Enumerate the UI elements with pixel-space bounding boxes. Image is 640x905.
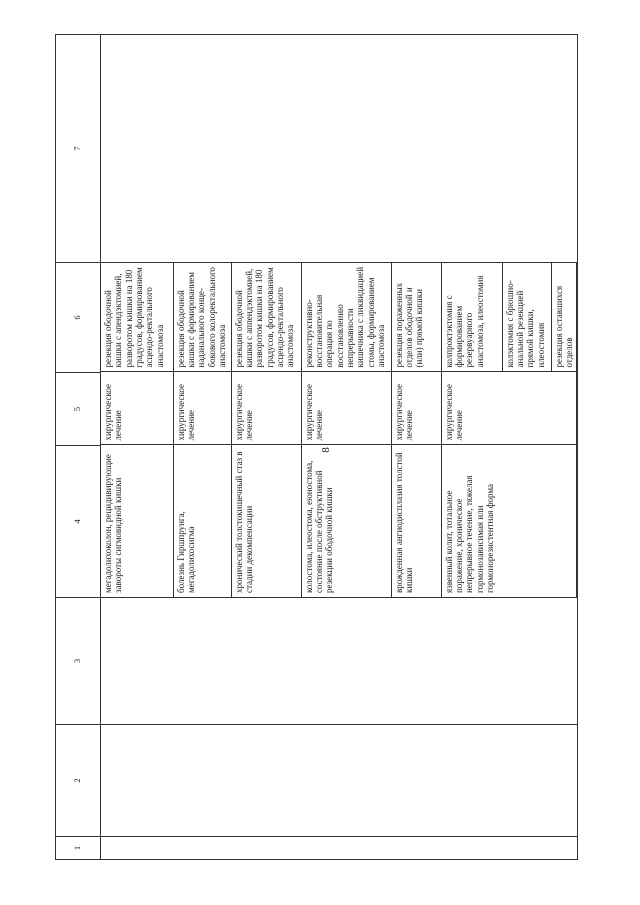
- table-body-row: [101, 35, 578, 860]
- column-number: 5: [56, 373, 101, 446]
- method-item: колэктомия с брюшно-анальной резекцией прямой кишки, илеостомия: [503, 263, 552, 372]
- method-cell: резекция ободочной кишки с формированием наданального конце-бокового колоректального анастомоза: [173, 263, 231, 373]
- table-row: [441, 263, 577, 598]
- table-row: [173, 263, 231, 598]
- table-row: [301, 263, 391, 598]
- rotated-page-content: [55, 35, 585, 860]
- method-item: колпроктэктомия с формированием резервуарного анастомоза, илеостомия: [442, 263, 503, 372]
- table-row: [101, 263, 173, 598]
- method-item: резекция оставшихся отделов: [553, 285, 574, 368]
- diagnosis-cell: колостома, илеостома, еюностома, состояние после обструктивной резекции ободочной кишки: [301, 445, 391, 597]
- column-number: 4: [56, 446, 101, 598]
- method-cell: резекция ободочной кишки с апендэктомией, разворотом кишки на 180 градусов, формированием асцендо-ректального анастомоза: [101, 263, 173, 373]
- treatment-cell: хирургическое лечение: [231, 372, 301, 445]
- diagnosis-cell: хронический толстокишечный стаз в стадии декомпенсации: [231, 445, 301, 597]
- procedures-table: [55, 34, 578, 860]
- page-number: 8: [320, 447, 332, 453]
- method-stack: [441, 263, 577, 373]
- diagnosis-cell: врожденная ангиодисплазия толстой кишки: [391, 445, 441, 597]
- column-number: 7: [56, 35, 101, 263]
- treatment-cell: хирургическое лечение: [391, 372, 441, 445]
- nested-cell: [101, 263, 578, 598]
- col7-cell: [101, 35, 578, 263]
- col1-cell: [101, 837, 578, 860]
- diagnosis-cell: язвенный колит, тотальное поражение, хроническое непрерывное течение, тяжелая гормонозависимая или гормонорезистентная форма: [441, 445, 577, 597]
- treatment-cell: хирургическое лечение: [173, 372, 231, 445]
- treatment-cell: хирургическое лечение: [441, 372, 577, 445]
- treatment-cell: хирургическое лечение: [101, 372, 173, 445]
- column-number-row: [56, 35, 101, 860]
- col2-cell: [101, 725, 578, 837]
- diagnosis-cell: мегадолихоколон, рецидивирующие завороты сигмовидной кишки: [101, 445, 173, 597]
- method-cell: резекция пораженных отделов ободочной и (или) прямой кишки: [391, 263, 441, 373]
- diagnosis-cell: болезнь Гиршпрунга, мегадолихосигма: [173, 445, 231, 597]
- method-cell: резекция ободочной кишки с аппендэктомией, разворотом кишки на 180 градусов, формированием асцендо-ректального анастомоза: [231, 263, 301, 373]
- procedures-subtable: [101, 263, 577, 598]
- treatment-cell: хирургическое лечение: [301, 372, 391, 445]
- column-number: 1: [56, 837, 101, 860]
- column-number: 2: [56, 725, 101, 837]
- column-number: 6: [56, 263, 101, 373]
- col3-cell: [101, 598, 578, 725]
- method-cell: реконструктивно-восстановительная операция по восстановлению непрерывности кишечника с ликвидацией стомы, формированием анастомоза: [301, 263, 391, 373]
- column-number: 3: [56, 598, 101, 725]
- table-row: [231, 263, 301, 598]
- table-row: [391, 263, 441, 598]
